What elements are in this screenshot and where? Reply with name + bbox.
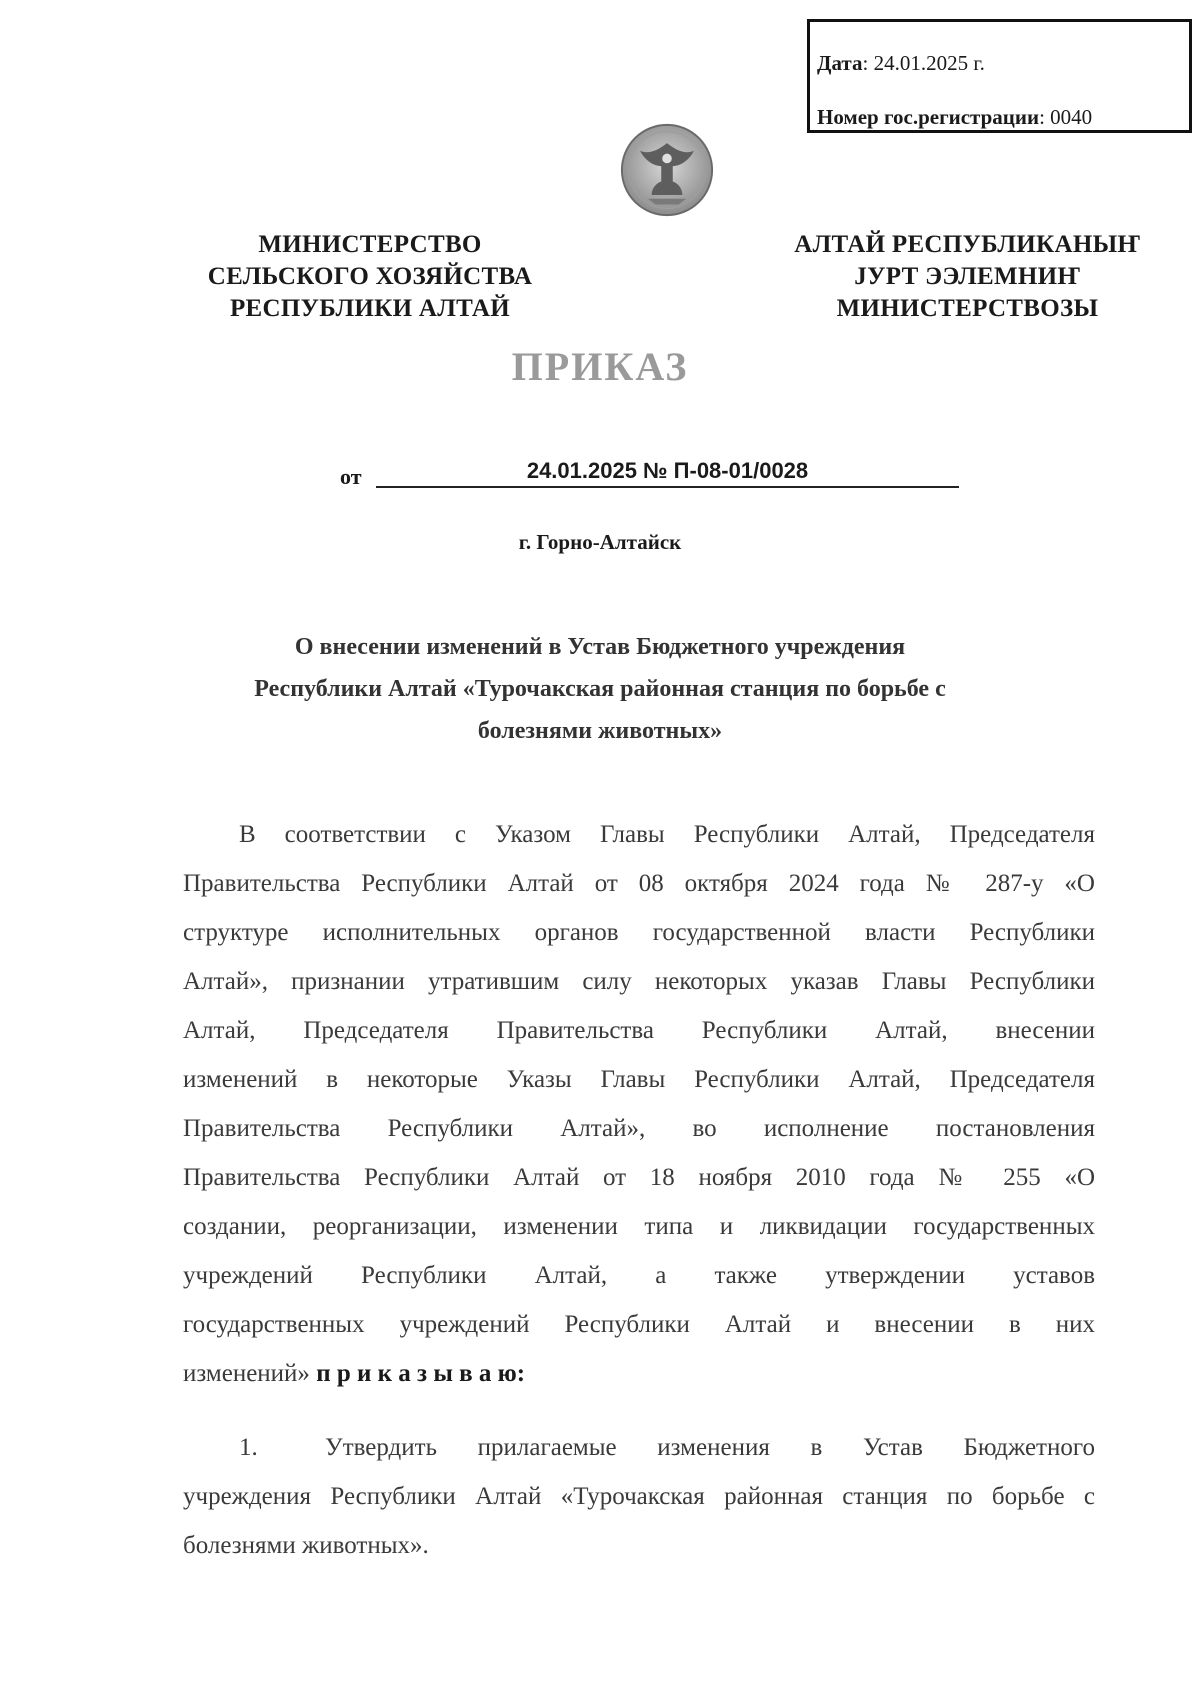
ministry-right-line: МИНИСТЕРСТВОЗЫ <box>836 295 1099 322</box>
item-line <box>183 1423 1095 1472</box>
subject-line: Республики Алтай «Турочакская районная станция по борьбе с <box>254 676 946 702</box>
subject-line: болезнями животных» <box>477 718 723 744</box>
preamble-line: Правительства Республики Алтай от 08 октября 2024 года № 287-у «О <box>183 870 1095 897</box>
registration-stamp-box <box>807 19 1192 133</box>
republic-altai-coat-of-arms-icon <box>619 122 715 218</box>
ministry-name-russian <box>185 229 555 325</box>
registration-number-row <box>817 90 1189 144</box>
item-number: 1. <box>239 1434 258 1461</box>
preamble-last-line <box>183 1349 1095 1398</box>
order-subject <box>200 626 1000 752</box>
ministry-left-line: МИНИСТЕРСТВО <box>258 231 482 258</box>
preamble-line: В соответствии с Указом Главы Республики Алтай, Председателя <box>239 821 1095 848</box>
preamble-last-text: изменений» <box>183 1360 310 1387</box>
registration-date-row <box>817 36 1189 90</box>
subject-line: О внесении изменений в Устав Бюджетного учреждения <box>294 634 906 660</box>
preamble-line: государственных учреждений Республики Алтай и внесении в них <box>183 1311 1095 1338</box>
preamble-paragraph <box>183 810 1095 1398</box>
ministry-left-line: РЕСПУБЛИКИ АЛТАЙ <box>229 295 510 322</box>
preamble-line: Алтай, Председателя Правительства Республики Алтай, внесении <box>183 1017 1095 1044</box>
city-line: г. Горно-Алтайск <box>518 530 682 554</box>
registration-date-value: : 24.01.2025 г. <box>862 51 985 75</box>
registration-date-label: Дата <box>817 51 863 75</box>
document-title: ПРИКАЗ <box>511 344 689 389</box>
command-word: п р и к а з ы в а ю: <box>316 1360 526 1387</box>
preamble-line: Правительства Республики Алтай», во исполнение постановления <box>183 1115 1095 1142</box>
order-number: 24.01.2025 № П-08-01/0028 <box>376 458 959 488</box>
item-line: болезнями животных». <box>183 1532 429 1559</box>
preamble-line: изменений в некоторые Указы Главы Республики Алтай, Председателя <box>183 1066 1095 1093</box>
ministry-right-line: АЛТАЙ РЕСПУБЛИКАНЫҤ <box>794 231 1141 258</box>
item-text: Утвердить прилагаемые изменения в Устав Бюджетного <box>325 1434 1095 1461</box>
preamble-line: учреждений Республики Алтай, а также утверждении уставов <box>183 1262 1095 1289</box>
ministry-left-line: СЕЛЬСКОГО ХОЗЯЙСТВА <box>207 263 533 290</box>
registration-number-label: Номер гос.регистрации <box>817 105 1040 129</box>
preamble-line: создании, реорганизации, изменении типа и ликвидации государственных <box>183 1213 1095 1240</box>
order-item-1 <box>183 1423 1095 1570</box>
ministry-name-altai <box>770 229 1165 325</box>
order-from-label: от <box>340 464 362 489</box>
registration-number-value: : 0040 <box>1039 105 1093 129</box>
ministry-right-line: ЈУРТ ЭЭЛЕМНИҤ <box>854 263 1081 290</box>
item-line: учреждения Республики Алтай «Турочакская районная станция по борьбе с <box>183 1483 1095 1510</box>
preamble-line: Алтай», признании утратившим силу некоторых указав Главы Республики <box>183 968 1095 995</box>
preamble-line: Правительства Республики Алтай от 18 ноября 2010 года № 255 «О <box>183 1164 1095 1191</box>
preamble-line: структуре исполнительных органов государственной власти Республики <box>183 919 1095 946</box>
